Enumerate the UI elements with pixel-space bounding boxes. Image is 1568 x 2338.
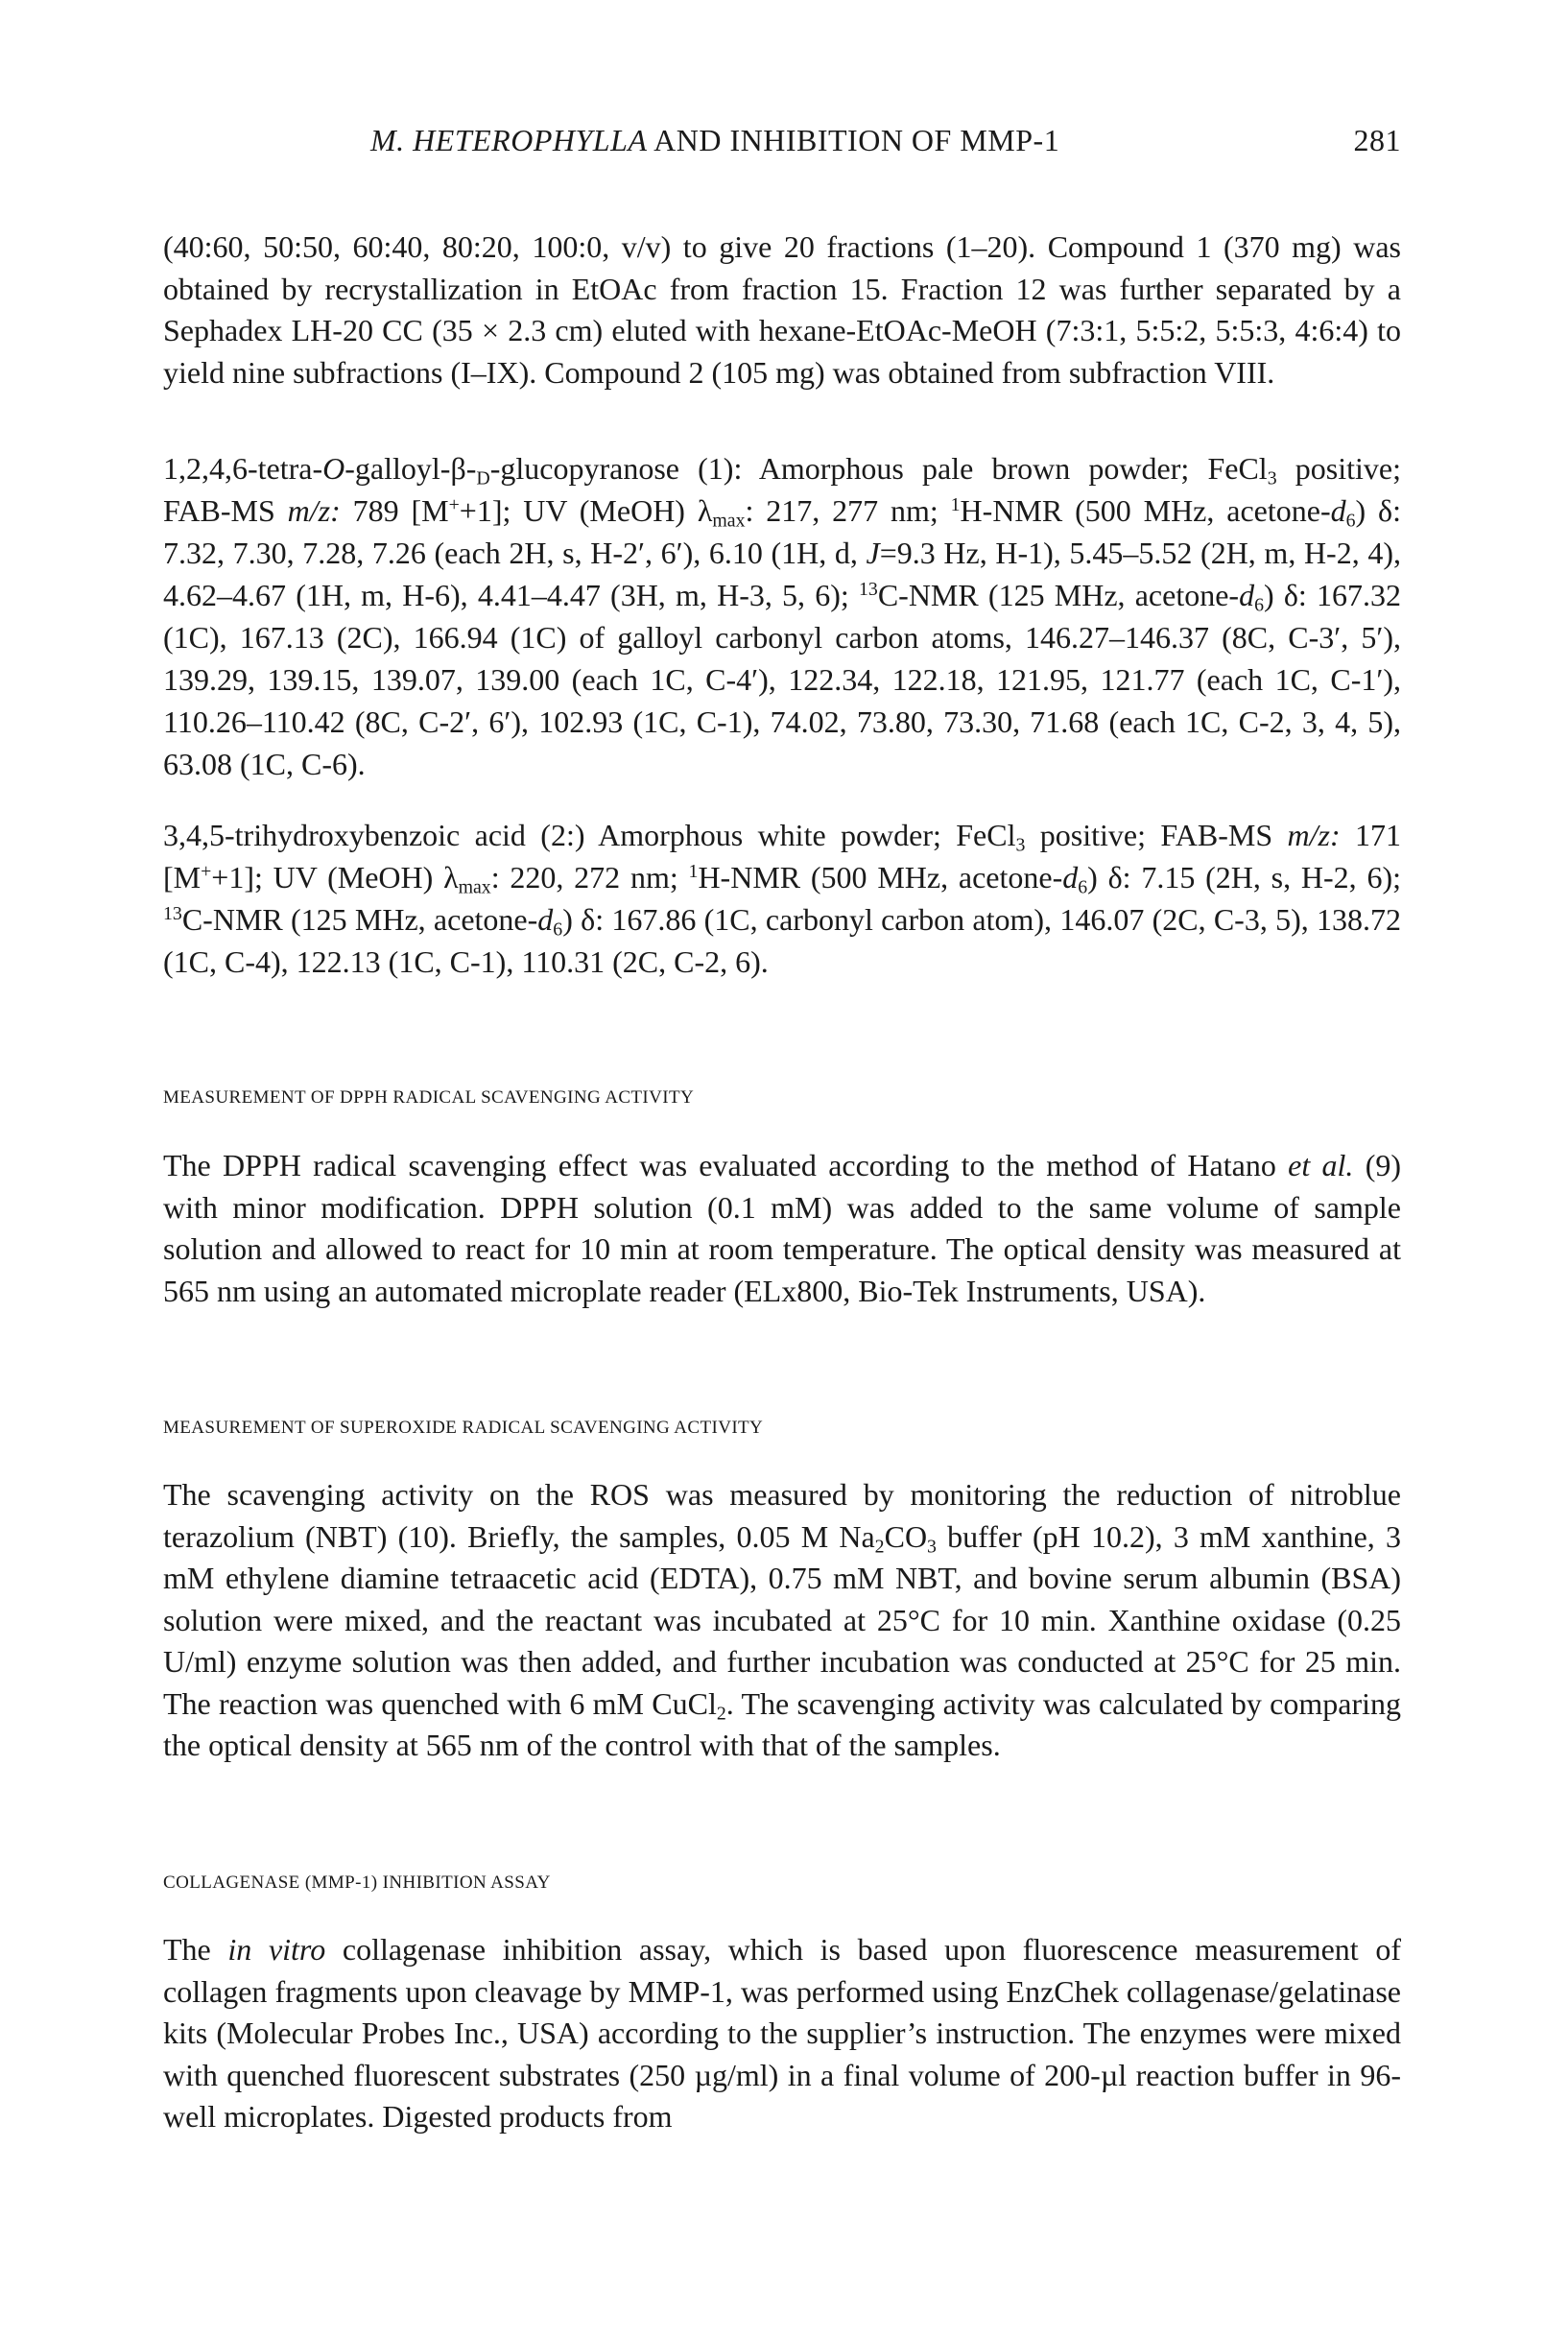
section-heading-dpph: MEASUREMENT OF DPPH RADICAL SCAVENGING ACTIVITY bbox=[163, 1087, 695, 1108]
page-number: 281 bbox=[1353, 123, 1401, 157]
running-title-species: M. HETEROPHYLLA bbox=[370, 123, 648, 157]
section-heading-superoxide: MEASUREMENT OF SUPEROXIDE RADICAL SCAVENGING ACTIVITY bbox=[163, 1418, 764, 1438]
paragraph-superoxide: The scavenging activity on the ROS was measured by monitoring the reduction of nitroblue terazolium (NBT) (10). Briefly, the samples, 0.05 M $Na_2CO_3$ buffer (pH 10.2), 3 mM xanthine, 3 mM ethylene diamine tetraacetic acid (EDTA), 0.75 mM NBT, and bovine serum albumin (BSA) solution were mixed, and the reactant was incubated at 25°C for 10 min. Xanthine oxidase (0.25 U/ml) enzyme solution was then added, and further incubation was conducted at 25°C for 25 min. The reaction was quenched with 6 mM CuCl$_2$. The scavenging activity was calculated by comparing the optical density at 565 nm of the control with that of the samples. bbox=[163, 1477, 1402, 1762]
paragraph-collagenase: The in vitro collagenase inhibition assay, which is based upon fluorescence measurement of collagen fragments upon cleavage by MMP-1, was performed using EnzChek collagenase/gelatinase kits (Molecular Probes Inc., USA) according to the supplier’s instruction. The enzymes were mixed with quenched fluorescent substrates (250 µg/ml) in a final volume of 200-µl reaction buffer in 96-well microplates. Digested products from bbox=[163, 1932, 1402, 2134]
paragraph-dpph: The DPPH radical scavenging effect was evaluated according to the method of Hatano et al. (9) with minor modification. DPPH solution (0.1 mM) was added to the same volume of sample solution and allowed to react for 10 min at room temperature. The optical density was measured at 565 nm using an automated microplate reader (ELx800, Bio-Tek Instruments, USA). bbox=[163, 1148, 1402, 1308]
section-heading-collagenase: COLLAGENASE (MMP-1) INHIBITION ASSAY bbox=[163, 1873, 551, 1893]
paragraph-compound-2: 3,4,5-trihydroxybenzoic acid (2:) Amorphous white powder; FeCl$_3$ positive; FAB-MS m/z: 171 [M++1]; UV (MeOH) $\lambda_{max}$: 220, 272 nm; $^1$H-NMR (500 MHz, acetone-$d_6$) δ: 7.15 (2H, s, H-2, 6); $^{13}$C-NMR (125 MHz, acetone-$d_6$) δ: 167.86 (1C, carbonyl carbon atom), 146.07 (2C, C-3, 5), 138.72 (1C, C-4), 122.13 (1C, C-1), 110.31 (2C, C-2, 6). bbox=[163, 818, 1402, 979]
running-head bbox=[163, 123, 1401, 171]
running-title bbox=[370, 123, 1059, 158]
paragraph-fractions: (40:60, 50:50, 60:40, 80:20, 100:0, v/v) to give 20 fractions (1–20). Compound 1 (370 mg) was obtained by recrystallization in EtOAc from fraction 15. Fraction 12 was further separated by a Sephadex LH-20 CC (35 × 2.3 cm) eluted with hexane-EtOAc-MeOH (7:3:1, 5:5:2, 5:5:3, 4:6:4) to yield nine subfractions (I–IX). Compound 2 (105 mg) was obtained from subfraction VIII. bbox=[163, 229, 1401, 390]
paragraph-compound-1: $1,2,4,6-tetra-O-galloyl-\beta-_D$-glucopyranose (1): Amorphous pale brown powder; FeCl$_3$ positive; FAB-MS m/z: 789 [M++1]; UV (MeOH) $\lambda_{max}$: 217, 277 nm; $^1$H-NMR (500 MHz, acetone-$d_6$) δ: 7.32, 7.30, 7.28, 7.26 (each 2H, s, H-2′, 6′), 6.10 (1H, d, J=9.3 Hz, H-1), 5.45–5.52 (2H, m, H-2, 4), 4.62–4.67 (1H, m, H-6), 4.41–4.47 (3H, m, H-3, 5, 6); $^{13}$C-NMR (125 MHz, acetone-$d_6$) δ: 167.32 (1C), 167.13 (2C), 166.94 (1C) of galloyl carbonyl carbon atoms, 146.27–146.37 (8C, C-3′, 5′), 139.29, 139.15, 139.07, 139.00 (each 1C, C-4′), 122.34, 122.18, 121.95, 121.77 (each 1C, C-1′), 110.26–110.42 (8C, C-2′, 6′), 102.93 (1C, C-1), 74.02, 73.80, 73.30, 71.68 (each 1C, C-2, 3, 4, 5), 63.08 (1C, C-6). bbox=[163, 451, 1402, 781]
running-title-rest: AND INHIBITION OF MMP-1 bbox=[647, 123, 1060, 157]
